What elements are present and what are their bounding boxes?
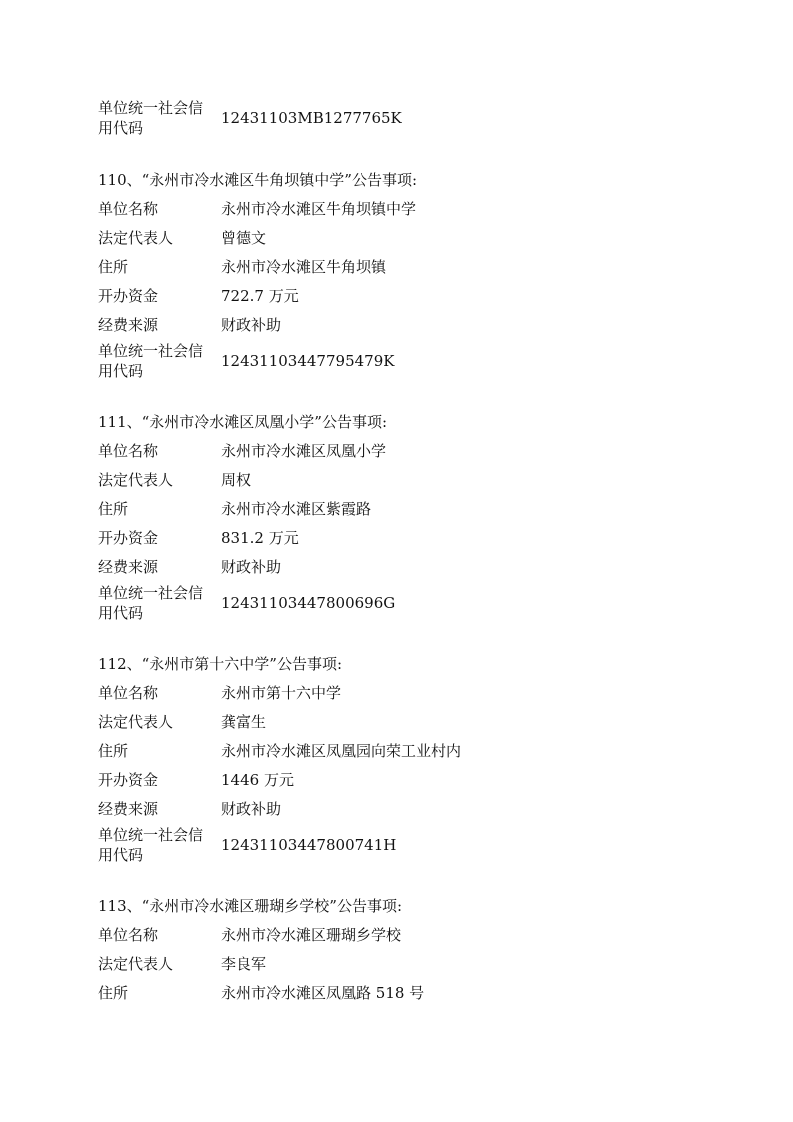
address-value: 永州市冷水滩区牛角坝镇 <box>221 258 387 276</box>
address-label: 住所 <box>98 500 129 518</box>
capital-label: 开办资金 <box>98 529 159 547</box>
credit-code-label: 单位统一社会信用代码 <box>98 826 204 864</box>
credit-code-value: 12431103447800696G <box>221 594 396 612</box>
section-heading: 111、“永州市冷水滩区凤凰小学”公告事项: <box>98 413 388 431</box>
legal-rep-row <box>98 466 718 495</box>
address-row <box>98 253 718 282</box>
address-row <box>98 737 718 766</box>
unit-name-value: 永州市冷水滩区凤凰小学 <box>221 442 387 460</box>
unit-name-row <box>98 195 718 224</box>
funding-label: 经费来源 <box>98 558 159 576</box>
address-label: 住所 <box>98 742 129 760</box>
funding-value: 财政补助 <box>221 316 282 334</box>
capital-row <box>98 766 718 795</box>
legal-rep-row <box>98 950 718 979</box>
funding-label: 经费来源 <box>98 800 159 818</box>
address-row <box>98 979 718 1008</box>
legal-rep-label: 法定代表人 <box>98 471 174 489</box>
credit-code-row <box>98 341 718 381</box>
credit-code-label: 单位统一社会信用代码 <box>98 99 204 137</box>
address-value: 永州市冷水滩区凤凰路 518 号 <box>221 984 425 1002</box>
unit-name-row <box>98 679 718 708</box>
funding-value: 财政补助 <box>221 800 282 818</box>
legal-rep-value: 曾德文 <box>221 229 267 247</box>
credit-code-value: 12431103MB1277765K <box>221 109 402 127</box>
unit-name-label: 单位名称 <box>98 926 159 944</box>
unit-name-value: 永州市冷水滩区牛角坝镇中学 <box>221 200 417 218</box>
capital-value: 831.2 万元 <box>221 529 299 547</box>
section-heading: 113、“永州市冷水滩区珊瑚乡学校”公告事项: <box>98 897 403 915</box>
address-label: 住所 <box>98 984 129 1002</box>
capital-value: 1446 万元 <box>221 771 294 789</box>
capital-row <box>98 524 718 553</box>
credit-code-row <box>98 98 718 138</box>
section-heading: 112、“永州市第十六中学”公告事项: <box>98 655 343 673</box>
funding-row <box>98 553 718 582</box>
unit-name-row <box>98 437 718 466</box>
legal-rep-value: 龚富生 <box>221 713 267 731</box>
address-row <box>98 495 718 524</box>
credit-code-label: 单位统一社会信用代码 <box>98 342 204 380</box>
capital-label: 开办资金 <box>98 771 159 789</box>
capital-label: 开办资金 <box>98 287 159 305</box>
legal-rep-label: 法定代表人 <box>98 713 174 731</box>
unit-name-value: 永州市冷水滩区珊瑚乡学校 <box>221 926 402 944</box>
address-label: 住所 <box>98 258 129 276</box>
unit-name-label: 单位名称 <box>98 200 159 218</box>
funding-row <box>98 311 718 340</box>
credit-code-label: 单位统一社会信用代码 <box>98 584 204 622</box>
unit-name-label: 单位名称 <box>98 684 159 702</box>
funding-label: 经费来源 <box>98 316 159 334</box>
credit-code-value: 12431103447800741H <box>221 836 397 854</box>
unit-name-value: 永州市第十六中学 <box>221 684 342 702</box>
credit-code-row <box>98 825 718 865</box>
section-heading: 110、“永州市冷水滩区牛角坝镇中学”公告事项: <box>98 171 418 189</box>
credit-code-value: 12431103447795479K <box>221 352 395 370</box>
credit-code-row <box>98 583 718 623</box>
legal-rep-row <box>98 708 718 737</box>
address-value: 永州市冷水滩区紫霞路 <box>221 500 372 518</box>
legal-rep-value: 周权 <box>221 471 252 489</box>
address-value: 永州市冷水滩区凤凰园向荣工业村内 <box>221 742 462 760</box>
capital-row <box>98 282 718 311</box>
legal-rep-row <box>98 224 718 253</box>
unit-name-label: 单位名称 <box>98 442 159 460</box>
funding-value: 财政补助 <box>221 558 282 576</box>
funding-row <box>98 795 718 824</box>
unit-name-row <box>98 921 718 950</box>
legal-rep-value: 李良军 <box>221 955 267 973</box>
legal-rep-label: 法定代表人 <box>98 955 174 973</box>
capital-value: 722.7 万元 <box>221 287 299 305</box>
legal-rep-label: 法定代表人 <box>98 229 174 247</box>
